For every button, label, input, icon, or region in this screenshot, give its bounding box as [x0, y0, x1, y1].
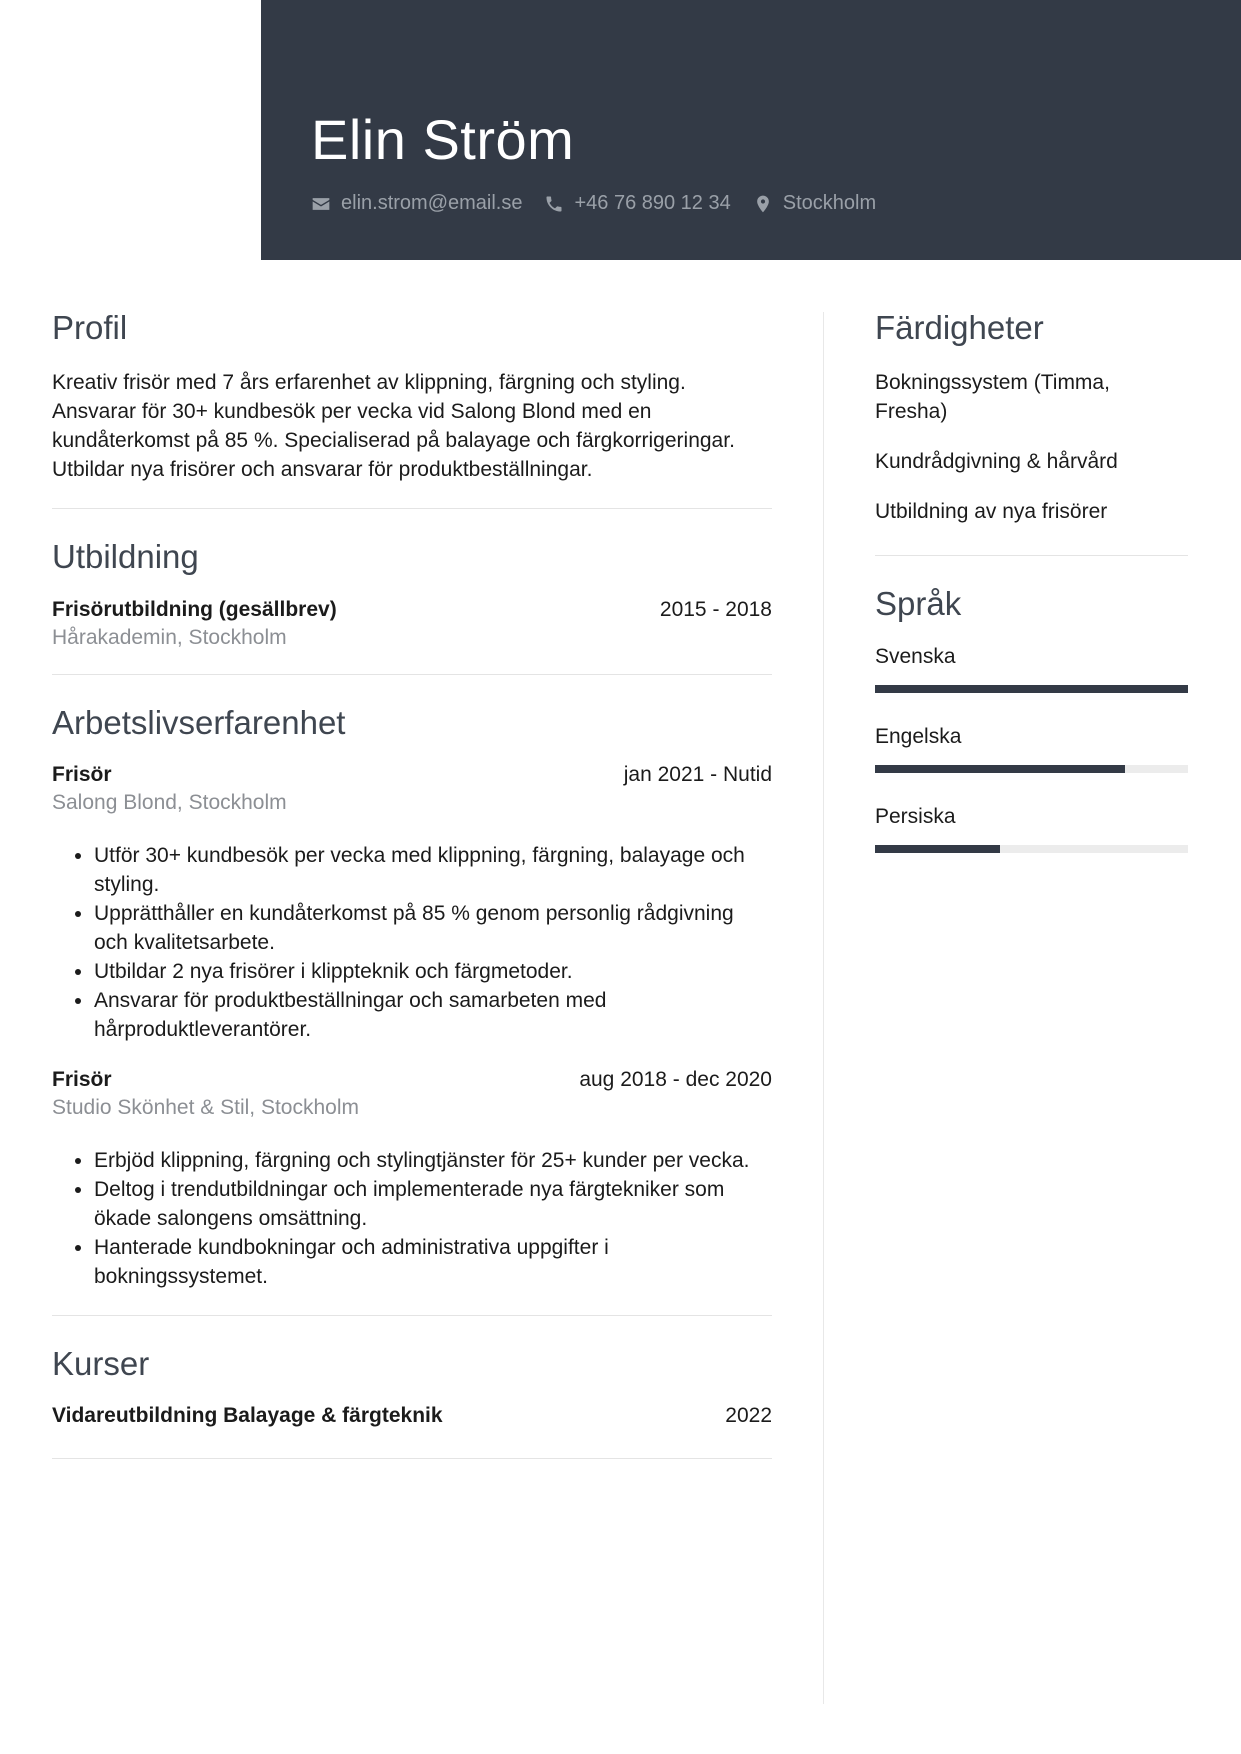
bullet-item: • Erbjöd klippning, färgning och stylingtjänster för 25+ kunder per vecka.	[94, 1146, 772, 1175]
bullet-item: • Ansvarar för produktbeställningar och samarbeten med hårproduktleverantörer.	[94, 986, 772, 1044]
sidebar-column	[875, 310, 1188, 885]
experience-dates: jan 2021 - Nutid	[623, 762, 772, 786]
skill-item: Kundrådgivning & hårvård	[875, 450, 1118, 474]
languages-heading: Språk	[875, 585, 962, 623]
languages-section	[875, 586, 1188, 852]
profile-heading: Profil	[52, 309, 128, 346]
language-level-bar	[875, 685, 1188, 693]
language-name: Svenska	[875, 644, 956, 668]
bullet-item: • Utför 30+ kundbesök per vecka med klippning, färgning, balayage och styling.	[94, 841, 772, 899]
envelope-icon	[311, 194, 331, 214]
experience-entry	[52, 763, 772, 1044]
education-entry	[52, 598, 772, 650]
education-section	[52, 539, 772, 674]
language-item	[875, 645, 1188, 693]
course-entry	[52, 1404, 772, 1428]
contact-row	[311, 192, 876, 215]
language-item	[875, 805, 1188, 853]
education-heading: Utbildning	[52, 538, 199, 576]
contact-phone[interactable]	[544, 192, 730, 215]
education-degree: Frisörutbildning (gesällbrev)	[52, 597, 337, 621]
language-level-bar	[875, 765, 1188, 773]
bullet-item: • Deltog i trendutbildningar och implementerade nya färgtekniker som ökade salongens omsättning.	[94, 1175, 772, 1233]
contact-email[interactable]	[311, 192, 522, 215]
language-item	[875, 725, 1188, 773]
profile-section	[52, 310, 772, 509]
language-level-fill	[875, 845, 1000, 853]
language-name: Persiska	[875, 804, 956, 828]
location-text: Stockholm	[782, 192, 877, 214]
courses-section	[52, 1346, 772, 1459]
experience-role: Frisör	[52, 762, 112, 786]
language-name: Engelska	[875, 724, 962, 748]
course-year: 2022	[725, 1404, 772, 1428]
experience-bullets	[52, 1146, 772, 1291]
experience-dates: aug 2018 - dec 2020	[579, 1067, 772, 1091]
bullet-item: • Utbildar 2 nya frisörer i klippteknik och färgmetoder.	[94, 957, 772, 986]
experience-heading: Arbetslivserfarenhet	[52, 703, 346, 741]
phone-text: +46 76 890 12 34	[574, 192, 731, 214]
education-school: Hårakademin, Stockholm	[52, 625, 287, 649]
resume-header	[261, 0, 1241, 260]
language-level-fill	[875, 685, 1188, 693]
experience-entry	[52, 1068, 772, 1291]
experience-section	[52, 705, 772, 1316]
language-level-fill	[875, 765, 1125, 773]
education-dates: 2015 - 2018	[659, 597, 772, 621]
bullet-item: • Hanterade kundbokningar och administrativa uppgifter i bokningssystemet.	[94, 1233, 772, 1291]
skills-heading: Färdigheter	[875, 309, 1044, 346]
language-level-bar	[875, 845, 1188, 853]
skill-item: Bokningssystem (Timma, Fresha)	[875, 371, 1110, 424]
candidate-name: Elin Ström	[311, 108, 575, 171]
experience-company: Studio Skönhet & Stil, Stockholm	[52, 1095, 359, 1119]
map-pin-icon	[753, 194, 773, 214]
phone-icon	[544, 194, 564, 214]
course-name: Vidareutbildning Balayage & färgteknik	[52, 1404, 443, 1428]
courses-heading: Kurser	[52, 1344, 150, 1382]
main-column	[52, 310, 772, 1489]
experience-bullets	[52, 841, 772, 1044]
experience-role: Frisör	[52, 1067, 112, 1091]
experience-company: Salong Blond, Stockholm	[52, 790, 287, 814]
column-divider	[823, 312, 824, 1704]
email-text: elin.strom@email.se	[341, 192, 523, 214]
profile-text: Kreativ frisör med 7 års erfarenhet av klippning, färgning och styling. Ansvarar för 30+ kundbesök per vecka vid Salong Blond med en kundåterkomst på 85 %. Specialiserad på balayage och färgkorrigeringar. Utbildar nya frisörer och ansvarar för produktbeställningar.	[52, 371, 735, 482]
skills-section	[875, 310, 1188, 556]
bullet-item: • Upprätthåller en kundåterkomst på 85 % genom personlig rådgivning och kvalitetsarbete.	[94, 899, 772, 957]
skill-item: Utbildning av nya frisörer	[875, 500, 1108, 524]
contact-location	[753, 192, 876, 215]
